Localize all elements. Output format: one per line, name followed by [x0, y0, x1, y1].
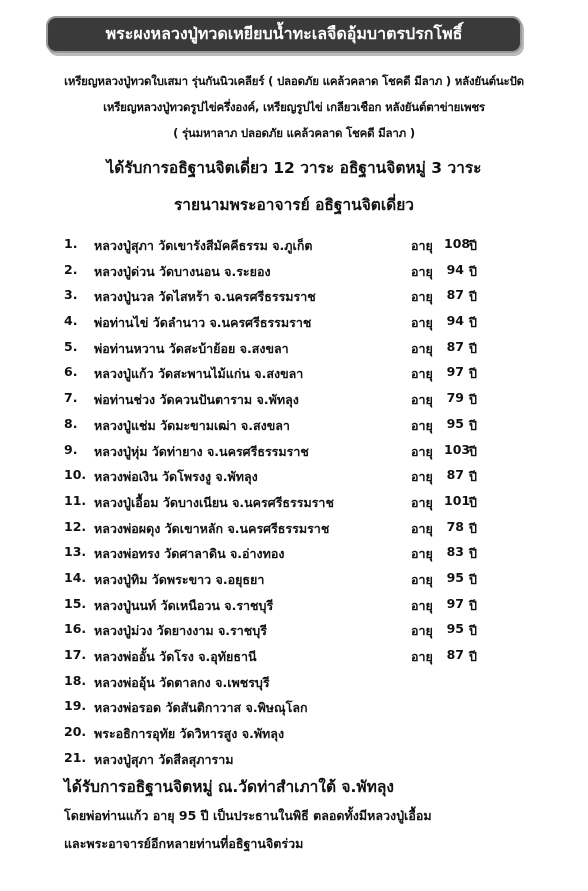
- list-item: [0, 515, 588, 541]
- age-value: 94: [446, 313, 464, 329]
- age-label: อายุ: [411, 392, 433, 408]
- monk-name: หลวงปู่แช่ม วัดมะขามเฒ่า จ.สงขลา: [94, 417, 290, 433]
- item-number: 13.: [64, 544, 87, 560]
- list-item: [0, 283, 588, 309]
- age-unit: ปี: [469, 289, 477, 305]
- monk-name: หลวงปู่หุ่ม วัดท่ายาง จ.นครศรีธรรมราช: [94, 443, 309, 459]
- blessing-line: ได้รับการอธิฐานจิตเดี่ยว 12 วาระ อธิฐานจิตหมู่ 3 วาระ: [106, 159, 482, 177]
- item-number: 8.: [64, 415, 78, 431]
- age-unit: ปี: [469, 340, 477, 356]
- list-item: [0, 592, 588, 618]
- monk-name: พ่อท่านไข่ วัดลำนาว จ.นครศรีธรรมราช: [94, 315, 312, 331]
- list-item: [0, 694, 588, 720]
- list-item: [0, 360, 588, 386]
- age-label: อายุ: [411, 571, 433, 587]
- list-item: [0, 386, 588, 412]
- age-unit: ปี: [469, 443, 477, 459]
- age-value: 97: [446, 364, 464, 380]
- age-unit: ปี: [469, 263, 477, 279]
- age-label: อายุ: [411, 649, 433, 664]
- monk-name: พ่อท่านช่วง วัดควนปันตาราม จ.พัทลุง: [94, 392, 299, 408]
- monk-name: หลวงปู่นนท์ วัดเหนือวน จ.ราชบุรี: [94, 597, 274, 613]
- age-label: อายุ: [411, 238, 433, 253]
- monk-name: หลวงพ่อทรง วัดศาลาดิน จ.อ่างทอง: [94, 546, 285, 562]
- item-number: 19.: [64, 698, 87, 714]
- age-unit: ปี: [469, 366, 477, 382]
- age-unit: ปี: [469, 392, 477, 408]
- age-value: 97: [446, 595, 464, 611]
- item-number: 15.: [64, 595, 87, 611]
- monk-name: หลวงปู่สุภา วัดเขารังสีมัคคีธรรม จ.ภูเก็ต: [94, 238, 313, 253]
- item-number: 9.: [64, 441, 78, 457]
- footer-heading: ได้รับการอธิฐานจิตหมู่ ณ.วัดท่าสำเภาใต้ จ.พัทลุง: [64, 778, 394, 796]
- age-value: 87: [446, 287, 464, 303]
- age-label: อายุ: [411, 494, 433, 510]
- intro-line-1: เหรียญหลวงปู่ทวดใบเสมา รุ่นกันนิวเคลียร์ ( ปลอดภัย แคล้วคลาด โชคดี มีลาภ ) หลังยันต์นะปัด: [64, 74, 524, 88]
- age-label: อายุ: [411, 469, 433, 485]
- age-value: 78: [446, 518, 464, 534]
- monk-name: หลวงปู่นวล วัดไสหร้า จ.นครศรีธรรมราช: [94, 289, 316, 305]
- age-value: 79: [446, 390, 464, 406]
- age-value: 108: [444, 236, 471, 251]
- age-label: อายุ: [411, 546, 433, 562]
- age-value: 95: [446, 569, 464, 585]
- item-number: 6.: [64, 364, 78, 380]
- list-item: [0, 463, 588, 489]
- monk-name: หลวงพ่อผดุง วัดเขาหลัก จ.นครศรีธรรมราช: [94, 520, 330, 536]
- monk-name: หลวงพ่ออุ้น วัดตาลกง จ.เพชรบุรี: [94, 674, 270, 690]
- list-item: [0, 566, 588, 592]
- item-number: 2.: [64, 261, 78, 277]
- age-unit: ปี: [469, 623, 477, 639]
- list-item: [0, 309, 588, 335]
- intro-line-2: เหรียญหลวงปู่ทวดรูปไข่ครึ่งองค์, เหรียญรูปไข่ เกลียวเชือก หลังยันต์ตาข่ายเพชร: [103, 100, 485, 114]
- monk-list: [0, 232, 588, 771]
- age-unit: ปี: [469, 315, 477, 331]
- list-item: [0, 643, 588, 669]
- age-unit: ปี: [469, 494, 477, 510]
- age-label: อายุ: [411, 623, 433, 639]
- age-value: 87: [446, 338, 464, 354]
- list-item: [0, 412, 588, 438]
- monk-name: หลวงพ่อเงิน วัดโพรงงู จ.พัทลุง: [94, 469, 258, 485]
- list-item: [0, 669, 588, 695]
- monk-name: หลวงพ่อรอด วัดสันติกาวาส จ.พิษณุโลก: [94, 700, 308, 716]
- age-label: อายุ: [411, 443, 433, 459]
- item-number: 21.: [64, 749, 87, 765]
- age-unit: ปี: [469, 571, 477, 587]
- monk-name: หลวงปู่แก้ว วัดสะพานไม้แก่น จ.สงขลา: [94, 366, 304, 382]
- monk-name: พ่อท่านหวาน วัดสะบ้าย้อย จ.สงขลา: [94, 340, 289, 356]
- list-item: [0, 258, 588, 284]
- age-label: อายุ: [411, 366, 433, 382]
- age-label: อายุ: [411, 520, 433, 536]
- age-value: 95: [446, 415, 464, 431]
- age-value: 101: [444, 492, 471, 508]
- item-number: 11.: [64, 492, 87, 508]
- item-number: 20.: [64, 724, 87, 740]
- age-unit: ปี: [469, 469, 477, 485]
- list-item: [0, 232, 588, 258]
- list-item: [0, 335, 588, 361]
- age-unit: ปี: [469, 649, 477, 664]
- age-label: อายุ: [411, 315, 433, 331]
- monk-name: หลวงปู่เอื้อม วัดบางเนียน จ.นครศรีธรรมราช: [94, 494, 334, 510]
- age-label: อายุ: [411, 289, 433, 305]
- monk-name: หลวงปู่ด่วน วัดบางนอน จ.ระยอง: [94, 263, 271, 279]
- list-item: [0, 720, 588, 746]
- item-number: 17.: [64, 647, 87, 662]
- title-banner: พระผงหลวงปู่ทวดเหยียบน้ำทะเลจืดอุ้มบาตรปรกโพธิ์: [46, 16, 522, 53]
- age-label: อายุ: [411, 263, 433, 279]
- item-number: 16.: [64, 621, 87, 637]
- monk-name: หลวงพ่ออั้น วัดโรง จ.อุทัยธานี: [94, 649, 257, 664]
- item-number: 10.: [64, 467, 87, 483]
- list-item: [0, 540, 588, 566]
- age-unit: ปี: [469, 597, 477, 613]
- list-item: [0, 746, 588, 772]
- age-value: 95: [446, 621, 464, 637]
- age-label: อายุ: [411, 417, 433, 433]
- age-value: 94: [446, 261, 464, 277]
- item-number: 4.: [64, 313, 78, 329]
- item-number: 12.: [64, 518, 87, 534]
- age-unit: ปี: [469, 546, 477, 562]
- age-label: อายุ: [411, 597, 433, 613]
- item-number: 18.: [64, 672, 87, 688]
- age-label: อายุ: [411, 340, 433, 356]
- age-unit: ปี: [469, 238, 477, 253]
- monk-name: หลวงปู่สุภา วัดสีลสุภาราม: [94, 751, 234, 767]
- footer-line-2: และพระอาจารย์อีกหลายท่านที่อธิฐานจิตร่วม: [64, 836, 304, 851]
- age-value: 103: [444, 441, 471, 457]
- age-unit: ปี: [469, 417, 477, 433]
- footer-line-1: โดยพ่อท่านแก้ว อายุ 95 ปี เป็นประธานในพิธี ตลอดทั้งมีหลวงปู่เอื้อม: [64, 808, 432, 823]
- age-value: 87: [446, 647, 464, 662]
- item-number: 1.: [64, 236, 78, 251]
- monk-name: พระอธิการอุทัย วัดวิหารสูง จ.พัทลุง: [94, 726, 285, 742]
- item-number: 3.: [64, 287, 78, 303]
- age-value: 87: [446, 467, 464, 483]
- intro-line-3: ( รุ่นมหาลาภ ปลอดภัย แคล้วคลาด โชคดี มีลาภ ): [173, 126, 415, 140]
- list-title: รายนามพระอาจารย์ อธิฐานจิตเดี่ยว: [173, 196, 414, 214]
- item-number: 7.: [64, 390, 78, 406]
- monk-name: หลวงปู่ม่วง วัดยางงาม จ.ราชบุรี: [94, 623, 267, 639]
- list-item: [0, 438, 588, 464]
- age-unit: ปี: [469, 520, 477, 536]
- list-item: [0, 489, 588, 515]
- monk-name: หลวงปู่ทิม วัดพระขาว จ.อยุธยา: [94, 571, 265, 587]
- list-item: [0, 617, 588, 643]
- item-number: 14.: [64, 569, 87, 585]
- age-value: 83: [446, 544, 464, 560]
- item-number: 5.: [64, 338, 78, 354]
